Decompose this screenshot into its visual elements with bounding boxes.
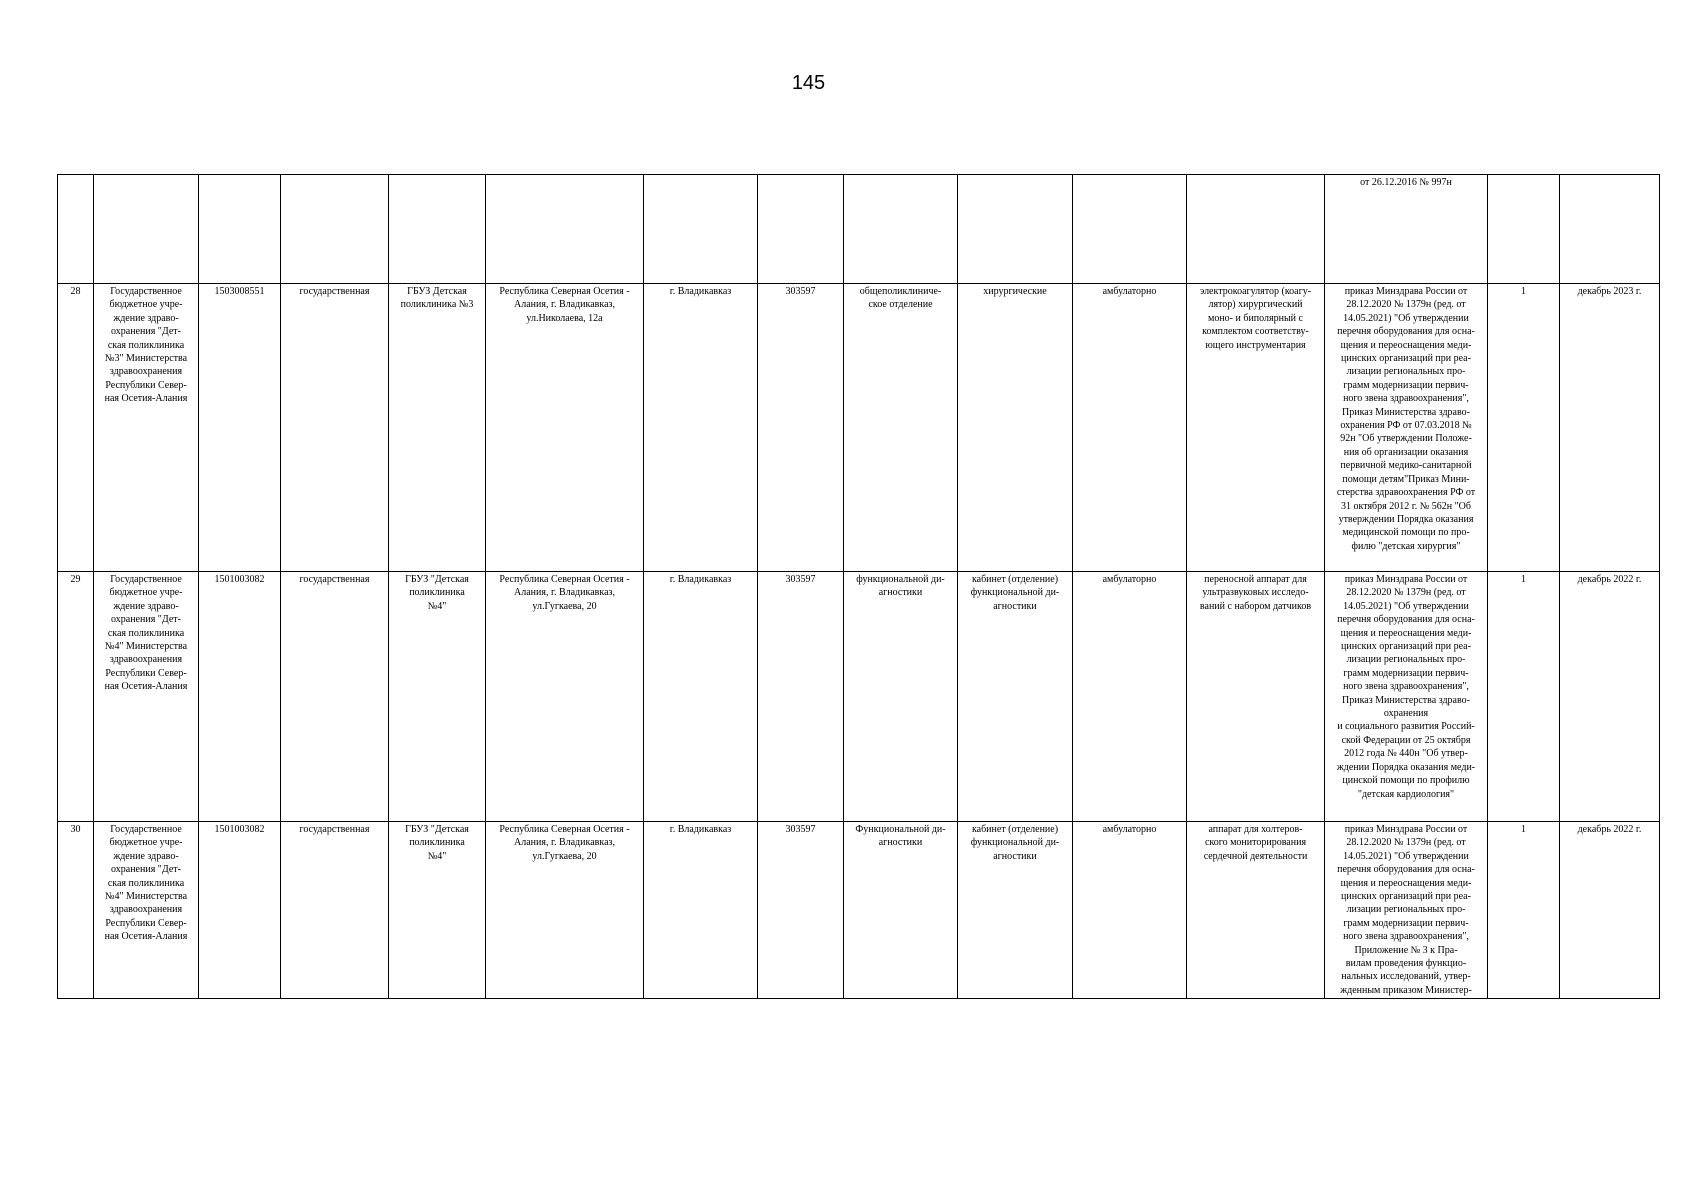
cell-short-name: ГБУЗ Детская поликлиника №3 bbox=[389, 284, 486, 572]
cell-organization bbox=[94, 175, 199, 284]
cell-city: г. Владикавказ bbox=[644, 822, 758, 999]
cell-short-name bbox=[389, 175, 486, 284]
cell-num bbox=[58, 175, 94, 284]
cell-profile bbox=[958, 175, 1073, 284]
cell-department: Функциональной ди- агностики bbox=[844, 822, 958, 999]
cell-num: 30 bbox=[58, 822, 94, 999]
cell-equipment: аппарат для холтеров- ского мониторирования сердечной деятельности bbox=[1187, 822, 1325, 999]
cell-city: г. Владикавказ bbox=[644, 284, 758, 572]
cell-care-condition: амбулаторно bbox=[1073, 822, 1187, 999]
cell-organization: Государственное бюджетное учре- ждение здраво- охранения "Дет- ская поликлиника №3" Министерства здравоохранения Республики Север- ная Осетия-Алания bbox=[94, 284, 199, 572]
cell-care-condition: амбулаторно bbox=[1073, 284, 1187, 572]
cell-ownership bbox=[281, 175, 389, 284]
cell-short-name: ГБУЗ "Детская поликлиника №4" bbox=[389, 572, 486, 822]
cell-quantity: 1 bbox=[1488, 284, 1560, 572]
equipment-table bbox=[57, 174, 1660, 999]
cell-care-condition bbox=[1073, 175, 1187, 284]
cell-legal-basis: от 26.12.2016 № 997н bbox=[1325, 175, 1488, 284]
cell-organization: Государственное бюджетное учре- ждение здраво- охранения "Дет- ская поликлиника №4" Министерства здравоохранения Республики Север- ная Осетия-Алания bbox=[94, 822, 199, 999]
cell-department bbox=[844, 175, 958, 284]
cell-department: общеполиклиниче- ское отделение bbox=[844, 284, 958, 572]
cell-legal-basis: приказ Минздрава России от 28.12.2020 № 1379н (ред. от 14.05.2021) "Об утверждении перечня оборудования для осна- щения и переоснащения меди- цинских организаций при реа- лизации региональных про- грамм модернизации первич- ного звена здравоохранения", Приложение № 3 к Пра- вилам проведения функцио- нальных исследований, утвер- жденным приказом Министер- bbox=[1325, 822, 1488, 999]
cell-city bbox=[644, 175, 758, 284]
cell-date: декабрь 2022 г. bbox=[1560, 572, 1660, 822]
cell-short-name: ГБУЗ "Детская поликлиника №4" bbox=[389, 822, 486, 999]
cell-city: г. Владикавказ bbox=[644, 572, 758, 822]
cell-department: функциональной ди- агностики bbox=[844, 572, 958, 822]
cell-profile: кабинет (отделение) функциональной ди- агностики bbox=[958, 822, 1073, 999]
table-row bbox=[58, 284, 1660, 572]
cell-num: 29 bbox=[58, 572, 94, 822]
cell-address: Республика Северная Осетия - Алания, г. Владикавказ, ул.Гугкаева, 20 bbox=[486, 572, 644, 822]
cell-equipment: электрокоагулятор (коагу- лятор) хирургический моно- и биполярный с комплектом соответству- ющего инструментария bbox=[1187, 284, 1325, 572]
cell-equipment bbox=[1187, 175, 1325, 284]
cell-ownership: государственная bbox=[281, 284, 389, 572]
table-row bbox=[58, 572, 1660, 822]
cell-quantity: 1 bbox=[1488, 572, 1560, 822]
cell-inn: 1501003082 bbox=[199, 822, 281, 999]
cell-profile: хирургические bbox=[958, 284, 1073, 572]
cell-equipment: переносной аппарат для ультразвуковых исследо- ваний с набором датчиков bbox=[1187, 572, 1325, 822]
page-number: 145 bbox=[791, 72, 826, 94]
cell-code: 303597 bbox=[758, 284, 844, 572]
table-row-continuation bbox=[58, 175, 1660, 284]
cell-profile: кабинет (отделение) функциональной ди- агностики bbox=[958, 572, 1073, 822]
cell-date bbox=[1560, 175, 1660, 284]
cell-inn: 1501003082 bbox=[199, 572, 281, 822]
cell-quantity bbox=[1488, 175, 1560, 284]
cell-date: декабрь 2022 г. bbox=[1560, 822, 1660, 999]
table-row bbox=[58, 822, 1660, 999]
cell-address: Республика Северная Осетия - Алания, г. Владикавказ, ул.Гугкаева, 20 bbox=[486, 822, 644, 999]
cell-ownership: государственная bbox=[281, 822, 389, 999]
cell-address bbox=[486, 175, 644, 284]
cell-legal-basis: приказ Минздрава России от 28.12.2020 № 1379н (ред. от 14.05.2021) "Об утверждении перечня оборудования для осна- щения и переоснащения меди- цинских организаций при реа- лизации региональных про- грамм модернизации первич- ного звена здравоохранения", Приказ Министерства здраво- охранения РФ от 07.03.2018 № 92н "Об утверждении Положе- ния об организации оказания первичной медико-санитарной помощи детям"Приказ Мини- стерства здравоохранения РФ от 31 октября 2012 г. № 562н "Об утверждении Порядка оказания медицинской помощи по про- филю "детская хирургия" bbox=[1325, 284, 1488, 572]
cell-address: Республика Северная Осетия - Алания, г. Владикавказ, ул.Николаева, 12а bbox=[486, 284, 644, 572]
cell-code: 303597 bbox=[758, 572, 844, 822]
cell-date: декабрь 2023 г. bbox=[1560, 284, 1660, 572]
cell-inn bbox=[199, 175, 281, 284]
cell-care-condition: амбулаторно bbox=[1073, 572, 1187, 822]
cell-organization: Государственное бюджетное учре- ждение здраво- охранения "Дет- ская поликлиника №4" Министерства здравоохранения Республики Север- ная Осетия-Алания bbox=[94, 572, 199, 822]
cell-code bbox=[758, 175, 844, 284]
cell-ownership: государственная bbox=[281, 572, 389, 822]
cell-code: 303597 bbox=[758, 822, 844, 999]
cell-quantity: 1 bbox=[1488, 822, 1560, 999]
cell-num: 28 bbox=[58, 284, 94, 572]
cell-inn: 1503008551 bbox=[199, 284, 281, 572]
cell-legal-basis: приказ Минздрава России от 28.12.2020 № 1379н (ред. от 14.05.2021) "Об утверждении перечня оборудования для осна- щения и переоснащения меди- цинских организаций при реа- лизации региональных про- грамм модернизации первич- ного звена здравоохранения", Приказ Министерства здраво- охранения и социального развития Россий- ской Федерации от 25 октября 2012 года № 440н "Об утвер- ждении Порядка оказания меди- цинской помощи по профилю "детская кардиология" bbox=[1325, 572, 1488, 822]
